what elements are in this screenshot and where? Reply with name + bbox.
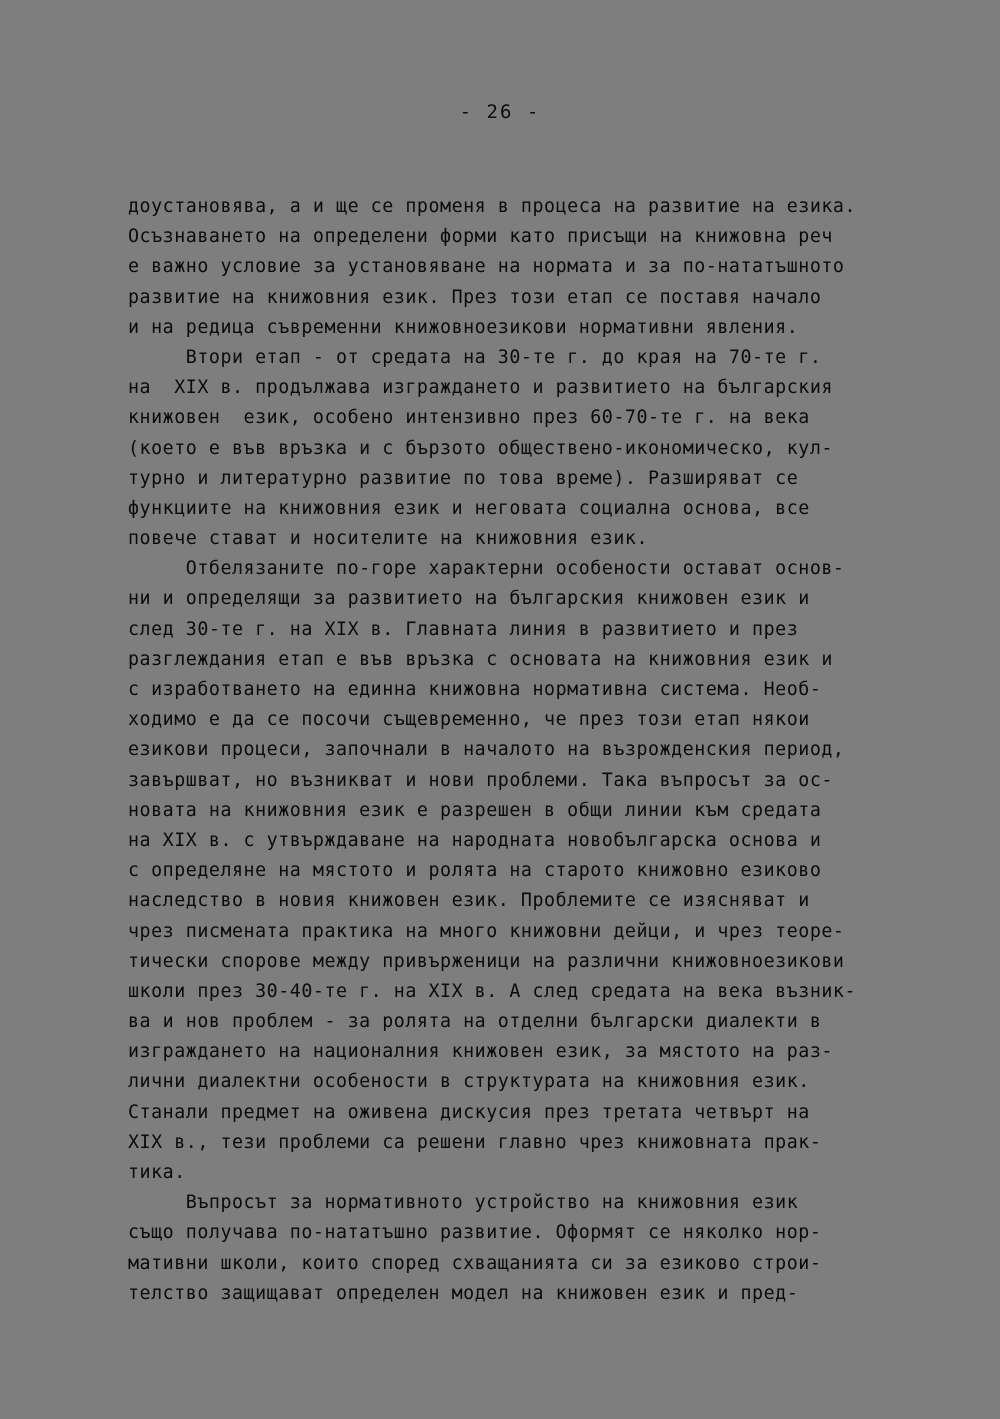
- text-line: ва и нов проблем - за ролята на отделни български диалекти в: [128, 1011, 822, 1033]
- text-line: езикови процеси, започнали в началото на възрожденския период,: [128, 739, 845, 761]
- text-line: школи през 30-40-те г. на XIX в. А след средата на века възник-: [128, 980, 857, 1002]
- page-number: - 26 -: [459, 101, 541, 123]
- text-line: ни и определящи за развитието на българския книжовен език и: [128, 588, 810, 610]
- text-line: тика.: [128, 1162, 186, 1183]
- body-text: [128, 192, 928, 1309]
- text-line: развитие на книжовния език. През този етап се поставя начало: [128, 286, 822, 308]
- text-line: новата на книжовния език е разрешен в общи линии към средата: [128, 799, 822, 821]
- text-line: лични диалектни особености в структурата на книжовния език.: [128, 1071, 810, 1093]
- text-line: също получава по-нататъшно развитие. Оформят се няколко нор-: [128, 1222, 822, 1244]
- text-line: XIX в., тези проблеми са решени главно чрез книжовната прак-: [128, 1131, 822, 1153]
- text-line: разглеждания етап е във връзка с основата на книжовния език и: [128, 648, 833, 670]
- text-line: завършват, но възникват и нови проблеми. Така въпросът за ос-: [128, 769, 833, 791]
- text-line: турно и литературно развитие по това време). Разширяват се: [128, 467, 799, 489]
- text-line: тически спорове между привърженици на различни книжовноезикови: [128, 950, 845, 972]
- text-line: ходимо е да се посочи същевременно, че през този етап някои: [128, 709, 810, 731]
- text-line: книжовен език, особено интензивно през 60-70-те г. на века: [128, 407, 810, 429]
- text-line: Станали предмет на оживена дискусия през третата четвърт на: [128, 1101, 810, 1123]
- text-line: наследство в новия книжовен език. Проблемите се изясняват и: [128, 890, 810, 912]
- text-line: и на редица съвременни книжовноезикови нормативни явления.: [128, 316, 799, 338]
- text-line: Въпросът за нормативното устройство на книжовния език: [128, 1192, 799, 1214]
- text-line: изграждането на националния книжовен език, за мястото на раз-: [128, 1041, 833, 1063]
- text-line: повече стават и носителите на книжовния език.: [128, 528, 649, 550]
- text-line: е важно условие за установяване на нормата и за по-нататъшното: [128, 256, 845, 278]
- text-line: мативни школи, които според схващанията си за езиково строи-: [128, 1252, 822, 1274]
- text-line: функциите на книжовния език и неговата социална основа, все: [128, 497, 810, 519]
- text-line: (което е във връзка и с бързото обществено-икономическо, кул-: [128, 437, 833, 459]
- text-line: телство защищават определен модел на книжовен език и пред-: [128, 1282, 799, 1304]
- text-line: след 30-те г. на XIX в. Главната линия в развитието и през: [128, 618, 799, 640]
- text-line: Осъзнаването на определени форми като присъщи на книжовна реч: [128, 226, 833, 248]
- text-line: Отбелязаните по-горе характерни особености остават основ-: [128, 558, 845, 580]
- text-line: с определяне на мястото и ролята на старото книжовно езиково: [128, 860, 822, 882]
- text-line: доустановява, а и ще се променя в процеса на развитие на езика.: [128, 196, 857, 217]
- text-line: на XIX в. с утвърждаване на народната новобългарска основа и: [128, 829, 822, 851]
- text-line: чрез писмената практика на много книжовни дейци, и чрез теоре-: [128, 920, 845, 942]
- text-line: Втори етап - от средата на 30-те г. до края на 70-те г.: [128, 346, 822, 368]
- text-line: на XIX в. продължава изграждането и развитието на българския: [128, 377, 833, 399]
- text-line: с изработването на единна книжовна нормативна система. Необ-: [128, 679, 822, 700]
